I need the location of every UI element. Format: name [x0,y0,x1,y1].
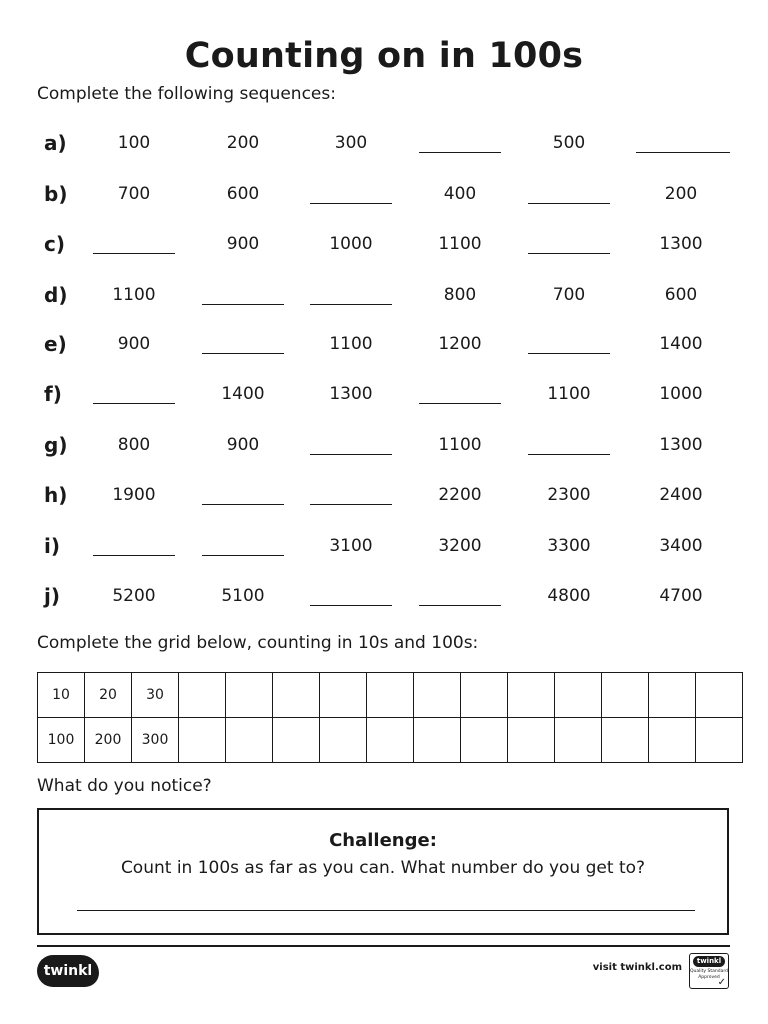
grid-cell: 20 [85,673,132,718]
sequence-cell [84,583,184,609]
sequence-cell [193,130,293,156]
answer-blank[interactable] [310,454,392,455]
sequence-label: h) [44,483,68,507]
grid-cell[interactable] [696,673,743,718]
sequence-number: 5200 [112,586,156,606]
sequence-cell [410,231,510,257]
grid-row [38,673,743,718]
answer-blank[interactable] [528,454,610,455]
grid-cell[interactable] [226,673,273,718]
sequence-cell [410,533,510,559]
answer-blank[interactable] [93,403,175,404]
sequence-cell [519,583,619,609]
sequence-label: g) [44,433,68,457]
sequence-number: 1300 [659,234,703,254]
sequence-cell [410,181,510,207]
sequence-number: 1300 [329,384,373,404]
sequence-cell [410,432,510,458]
sequence-cell [631,482,731,508]
sequence-number: 1000 [659,384,703,404]
sequence-cell [410,331,510,357]
answer-blank[interactable] [202,353,284,354]
grid-cell[interactable] [555,673,602,718]
notice-question: What do you notice? [37,776,212,796]
sequence-number: 3200 [438,536,482,556]
grid-cell: 100 [38,718,85,763]
sequence-cell [193,231,293,257]
answer-blank[interactable] [419,605,501,606]
sequence-number: 700 [117,184,151,204]
sequence-number: 3400 [659,536,703,556]
sequence-row [0,331,768,361]
answer-blank[interactable] [202,504,284,505]
grid-cell[interactable] [602,673,649,718]
answer-blank[interactable] [528,253,610,254]
sequence-row [0,282,768,312]
answer-blank[interactable] [310,304,392,305]
answer-line[interactable] [77,910,695,911]
sequence-cell [193,181,293,207]
sequence-cell [193,432,293,458]
grid-cell[interactable] [273,718,320,763]
sequence-row [0,583,768,613]
challenge-text: Count in 100s as far as you can. What number do you get to? [120,858,646,878]
sequence-cell [631,231,731,257]
sequence-number: 600 [664,285,698,305]
sequence-number: 1000 [329,234,373,254]
grid-cell[interactable] [414,718,461,763]
sequence-number: 800 [443,285,477,305]
grid-row [38,718,743,763]
sequence-number: 1400 [659,334,703,354]
answer-blank[interactable] [202,304,284,305]
grid-cell: 200 [85,718,132,763]
sequence-number: 1100 [547,384,591,404]
sequence-number: 2300 [547,485,591,505]
sequence-cell [631,181,731,207]
sequence-cell [519,381,619,407]
grid-cell[interactable] [320,673,367,718]
grid-cell: 300 [132,718,179,763]
sequence-number: 1200 [438,334,482,354]
sequence-number: 3300 [547,536,591,556]
sequence-number: 1100 [112,285,156,305]
sequence-cell [631,533,731,559]
sequence-cell [519,282,619,308]
badge-text: Quality Standard Approved [690,969,728,980]
sequence-cell [84,130,184,156]
sequence-number: 1300 [659,435,703,455]
sequence-number: 1100 [438,234,482,254]
grid-cell[interactable] [508,718,555,763]
quality-badge [689,953,729,989]
grid-cell[interactable] [461,718,508,763]
sequence-number: 4800 [547,586,591,606]
sequence-number: 200 [226,133,260,153]
sequence-cell [631,331,731,357]
sequence-number: 600 [226,184,260,204]
sequence-cell [519,482,619,508]
grid-cell[interactable] [555,718,602,763]
sequence-number: 700 [552,285,586,305]
sequence-number: 900 [226,435,260,455]
sequence-number: 100 [117,133,151,153]
sequence-cell [631,381,731,407]
answer-blank[interactable] [202,555,284,556]
answer-blank[interactable] [636,152,730,153]
sequence-cell [519,130,619,156]
grid-cell[interactable] [273,673,320,718]
sequence-cell [84,482,184,508]
sequence-row [0,482,768,512]
sequence-cell [84,331,184,357]
sequence-row [0,381,768,411]
sequence-cell [410,482,510,508]
sequence-number: 1100 [438,435,482,455]
answer-blank[interactable] [310,605,392,606]
badge-logo: twinkl [693,956,725,967]
sequence-number: 200 [664,184,698,204]
sequence-row [0,181,768,211]
grid-cell[interactable] [367,718,414,763]
grid-cell[interactable] [179,718,226,763]
sequence-cell [301,381,401,407]
sequence-cell [301,533,401,559]
answer-blank[interactable] [310,504,392,505]
answer-blank[interactable] [419,403,501,404]
answer-blank[interactable] [419,152,501,153]
challenge-title: Challenge: [329,830,437,851]
sequence-cell [84,282,184,308]
grid-cell[interactable] [179,673,226,718]
grid-cell[interactable] [696,718,743,763]
sequence-number: 500 [552,133,586,153]
counting-grid [37,672,743,763]
grid-cell[interactable] [414,673,461,718]
sequence-number: 5100 [221,586,265,606]
sequence-number: 4700 [659,586,703,606]
answer-blank[interactable] [93,555,175,556]
challenge-box [37,808,729,935]
sequence-number: 1900 [112,485,156,505]
sequence-number: 900 [117,334,151,354]
sequence-number: 2400 [659,485,703,505]
sequence-cell [631,432,731,458]
sequence-number: 2200 [438,485,482,505]
grid-cell[interactable] [602,718,649,763]
grid-cell[interactable] [508,673,555,718]
grid-cell[interactable] [649,673,696,718]
answer-blank[interactable] [93,253,175,254]
grid-cell[interactable] [461,673,508,718]
grid-cell[interactable] [649,718,696,763]
sequence-label: e) [44,332,67,356]
sequences-instruction: Complete the following sequences: [37,84,336,104]
visit-link[interactable]: visit twinkl.com [592,962,682,973]
sequence-cell [84,432,184,458]
sequence-label: c) [44,232,65,256]
grid-cell[interactable] [320,718,367,763]
sequence-cell [301,130,401,156]
sequence-label: b) [44,182,68,206]
sequence-number: 900 [226,234,260,254]
twinkl-logo: twinkl [37,955,99,987]
sequence-number: 300 [334,133,368,153]
sequence-row [0,130,768,160]
checkmark-icon: ✓ [717,977,726,988]
sequence-number: 1100 [329,334,373,354]
grid-instruction: Complete the grid below, counting in 10s and 100s: [37,633,479,653]
answer-blank[interactable] [310,203,392,204]
sequence-label: a) [44,131,67,155]
footer-divider [37,945,730,947]
answer-blank[interactable] [528,203,610,204]
page-title: Counting on in 100s [184,36,584,76]
sequence-label: i) [44,534,60,558]
sequence-cell [631,583,731,609]
grid-cell: 30 [132,673,179,718]
sequence-cell [301,231,401,257]
grid-cell: 10 [38,673,85,718]
grid-cell[interactable] [367,673,414,718]
answer-blank[interactable] [528,353,610,354]
sequence-row [0,231,768,261]
sequence-cell [193,381,293,407]
grid-cell[interactable] [226,718,273,763]
sequence-number: 400 [443,184,477,204]
sequence-cell [410,282,510,308]
sequence-cell [193,583,293,609]
sequence-number: 800 [117,435,151,455]
sequence-label: j) [44,584,60,608]
sequence-row [0,432,768,462]
sequence-cell [84,181,184,207]
sequence-cell [301,331,401,357]
sequence-cell [519,533,619,559]
sequence-label: d) [44,283,68,307]
sequence-row [0,533,768,563]
sequence-cell [631,282,731,308]
sequence-number: 3100 [329,536,373,556]
sequence-number: 1400 [221,384,265,404]
sequence-label: f) [44,382,62,406]
